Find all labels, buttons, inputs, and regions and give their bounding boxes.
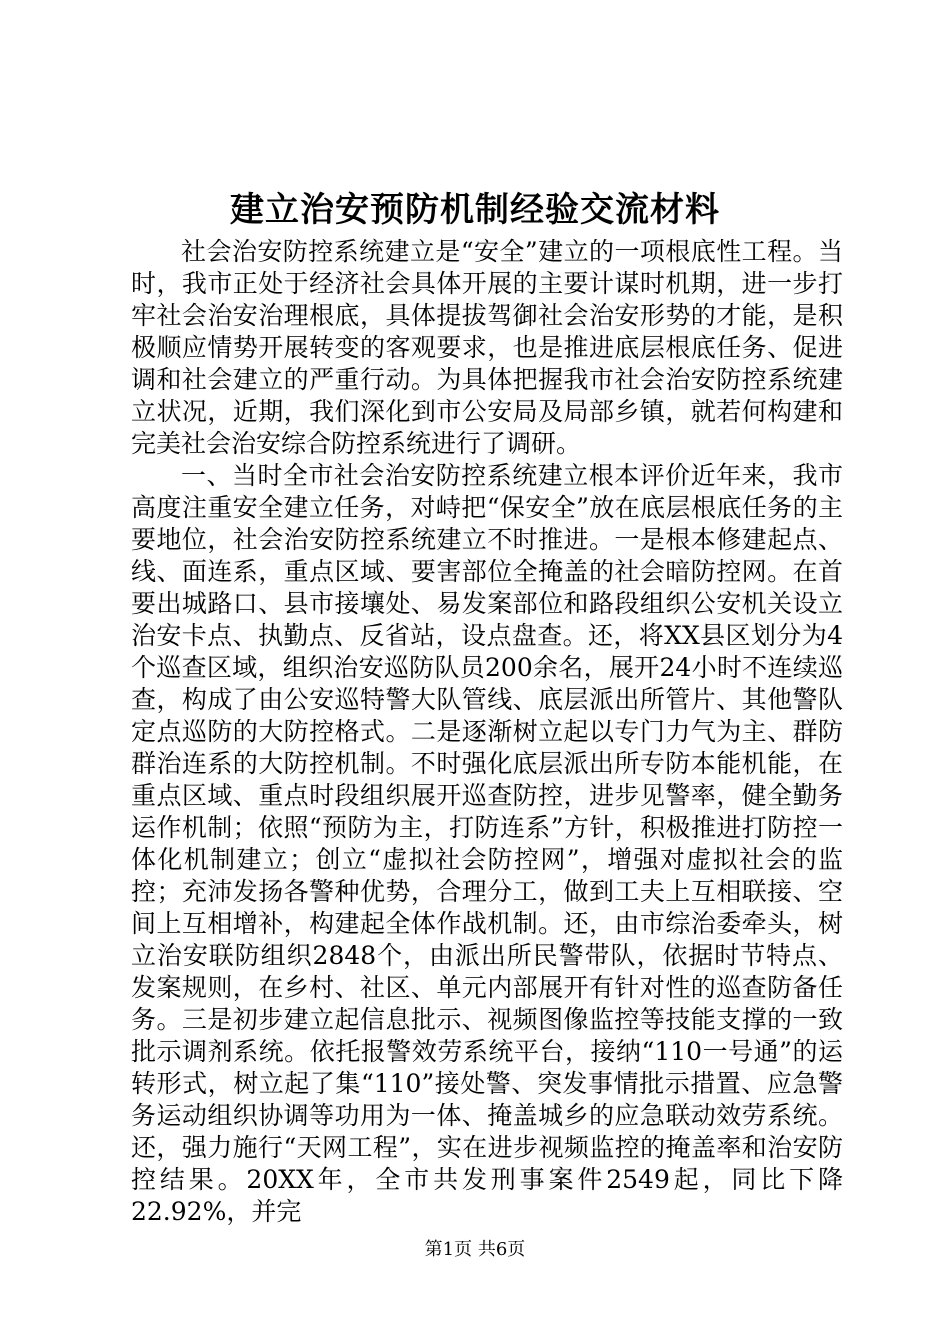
paragraph-intro: 社会治安防控系统建立是“安全”建立的一项根底性工程。当时，我市正处于经济社会具体开展的主要计谋时机期，进一步打牢社会治安治理根底，具体提拔驾御社会治安形势的才能，是积极顺应情势开展转变的客观要求，也是推进底层根底任务、促进调和社会建立的严重行动。为具体把握我市社会治安防控系统建立状况，近期，我们深化到市公安局及局部乡镇，就若何构建和完美社会治安综合防控系统进行了调研。 (131, 237, 843, 458)
document-body (131, 236, 843, 1228)
paragraph-section-one: 一、当时全市社会治安防控系统建立根本评价近年来，我市高度注重安全建立任务，对峙把“保安全”放在底层根底任务的主要地位，社会治安防控系统建立不时推进。一是根本修建起点、线、面连系，重点区域、要害部位全掩盖的社会暗防控网。在首要出城路口、县市接壤处、易发案部位和路段组织公安机关设立治安卡点、执勤点、反省站，设点盘查。还，将XX县区划分为4个巡查区域，组织治安巡防队员200余名，展开24小时不连续巡查，构成了由公安巡特警大队管线、底层派出所管片、其他警队定点巡防的大防控格式。二是逐渐树立起以专门力气为主、群防群治连系的大防控机制。不时强化底层派出所专防本能机能，在重点区域、重点时段组织展开巡查防控，进步见警率，健全勤务运作机制；依照“预防为主，打防连系”方针，积极推进打防控一体化机制建立；创立“虚拟社会防控网”，增强对虚拟社会的监控；充沛发扬各警种优势，合理分工，做到工夫上互相联接、空间上互相增补，构建起全体作战机制。还，由市综治委牵头，树立治安联防组织2848个，由派出所民警带队，依据时节特点、发案规则，在乡村、社区、单元内部展开有针对性的巡查防备任务。三是初步建立起信息批示、视频图像监控等技能支撑的一致批示调剂系统。依托报警效劳系统平台，接纳“110一号通”的运转形式，树立起了集“110”接处警、突发事情批示措置、应急警务运动组织协调等功用为一体、掩盖城乡的应急联动效劳系统。还，强力施行“天网工程”，实在进步视频监控的掩盖率和治安防控结果。20XX年，全市共发刑事案件2549起，同比下降22.92%，并完 (131, 461, 843, 1226)
document-title: 建立治安预防机制经验交流材料 (230, 190, 720, 230)
page-number: 第1页 共6页 (424, 1239, 526, 1260)
